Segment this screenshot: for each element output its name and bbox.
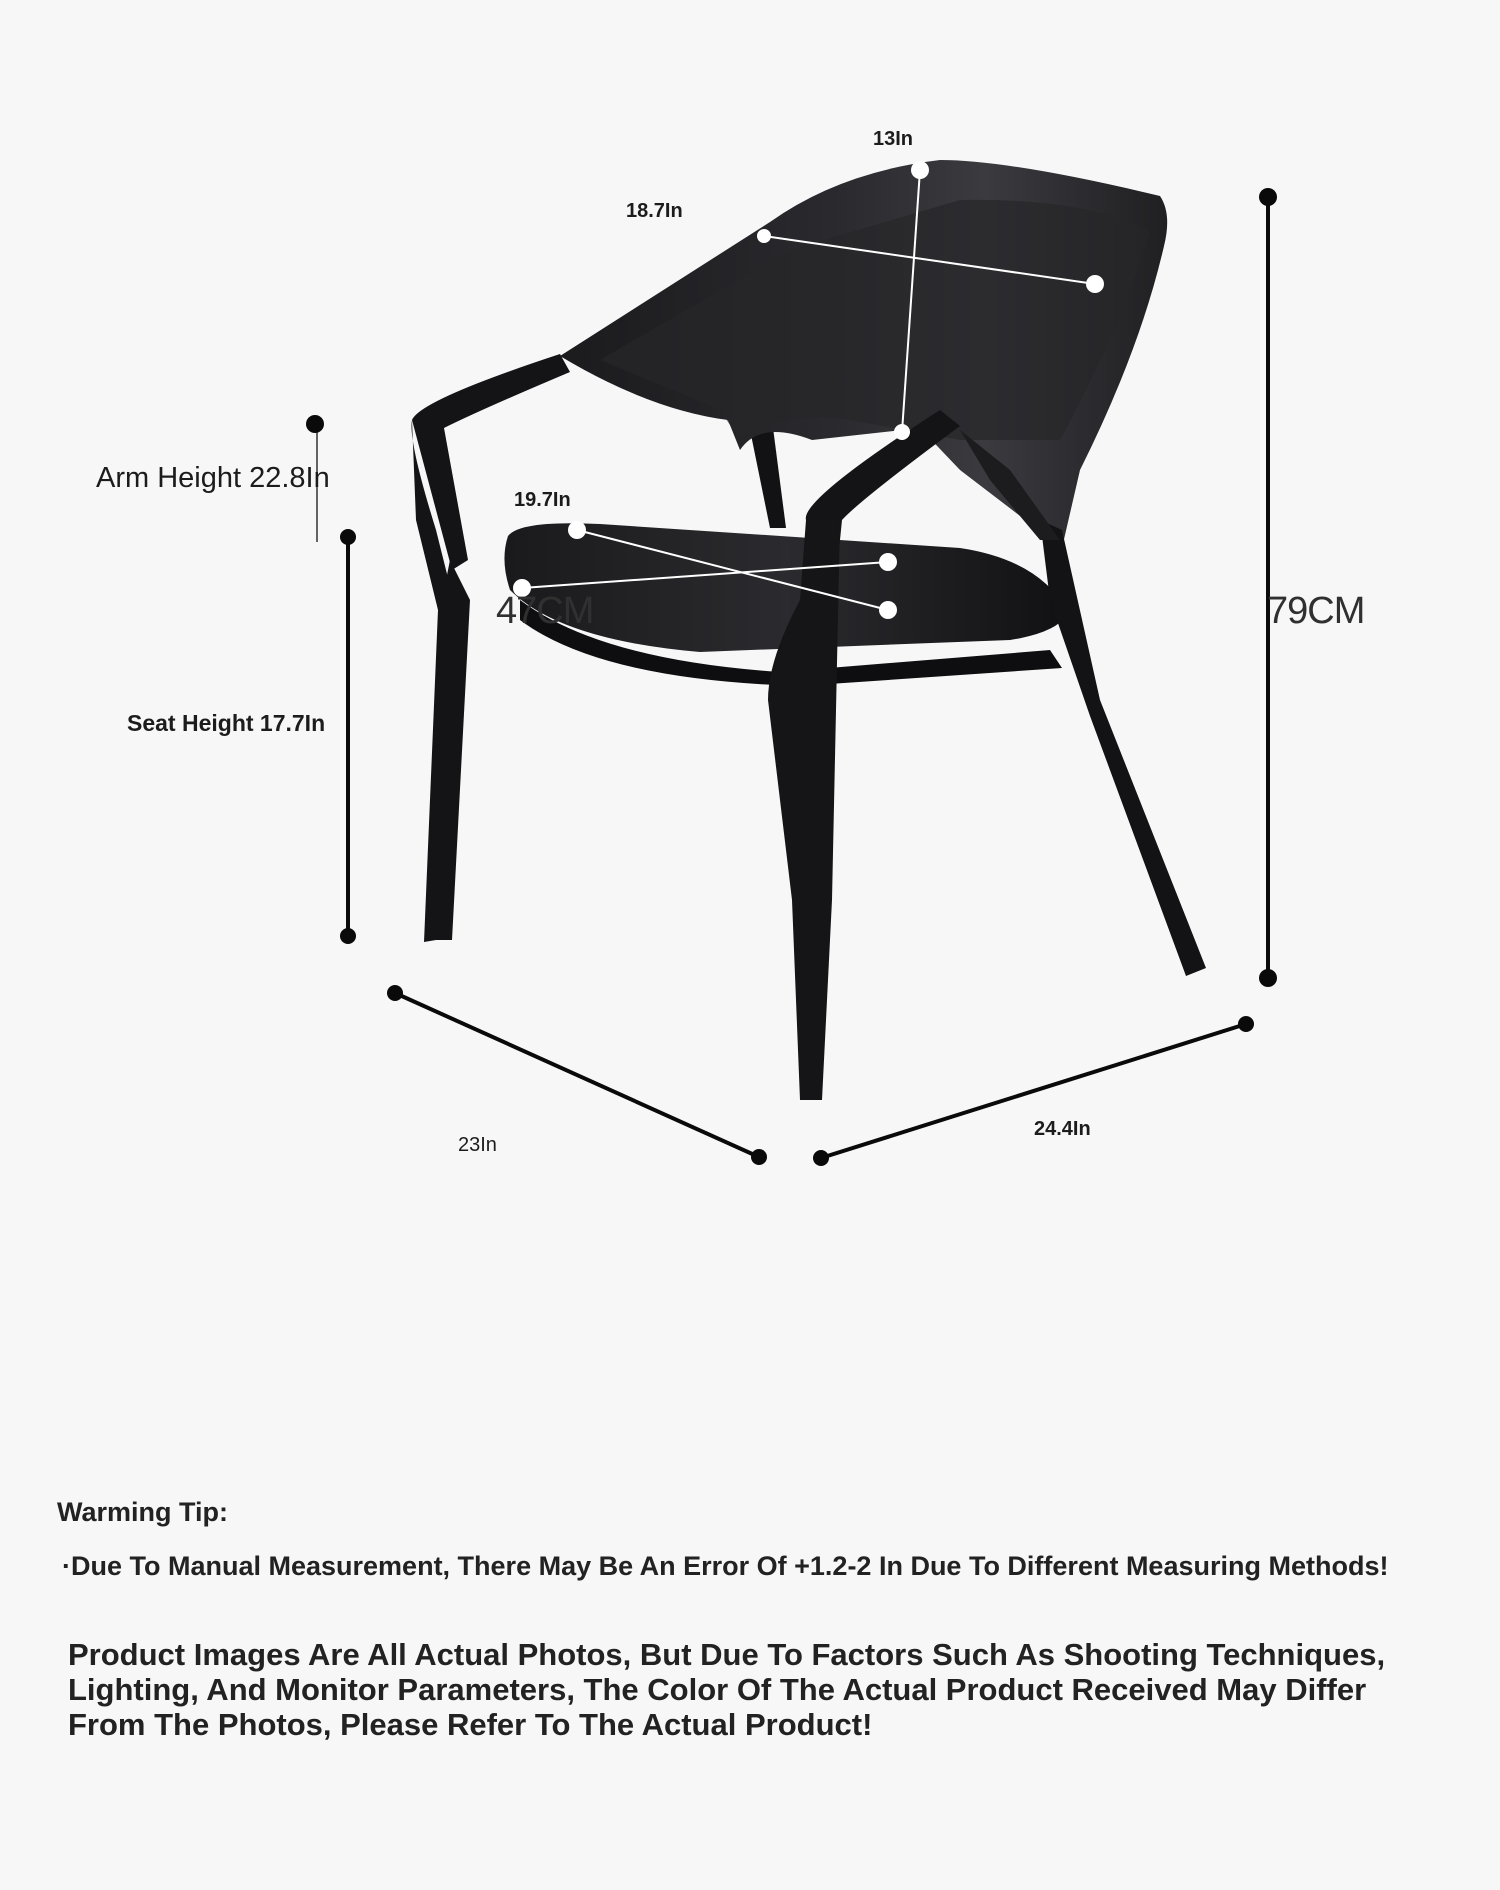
measurement-note: ·Due To Manual Measurement, There May Be An Error Of +1.2-2 In Due To Different Measuring Methods!	[62, 1551, 1389, 1581]
warming-tip-title: Warming Tip:	[57, 1497, 228, 1527]
width-label: 24.4In	[1034, 1118, 1091, 1140]
chair-right-rear-leg	[1040, 520, 1206, 976]
total-height-cm-label: 79CM	[1267, 590, 1365, 632]
seat-height-label: Seat Height 17.7In	[127, 710, 326, 736]
back-width-label: 18.7In	[626, 200, 683, 222]
seat-cm-label: 47CM	[496, 590, 594, 632]
depth-label: 23In	[458, 1134, 497, 1156]
seat-width-label: 19.7In	[514, 489, 571, 511]
photo-disclaimer: Product Images Are All Actual Photos, But Due To Factors Such As Shooting Techniques, Lighting, And Monitor Parameters, The Color Of The Actual Product Received May Differ From The Photos, Please Refer To The Actual Product!	[68, 1637, 1386, 1742]
back-height-label: 13In	[873, 128, 914, 150]
arm-height-label: Arm Height 22.8In	[96, 462, 330, 494]
